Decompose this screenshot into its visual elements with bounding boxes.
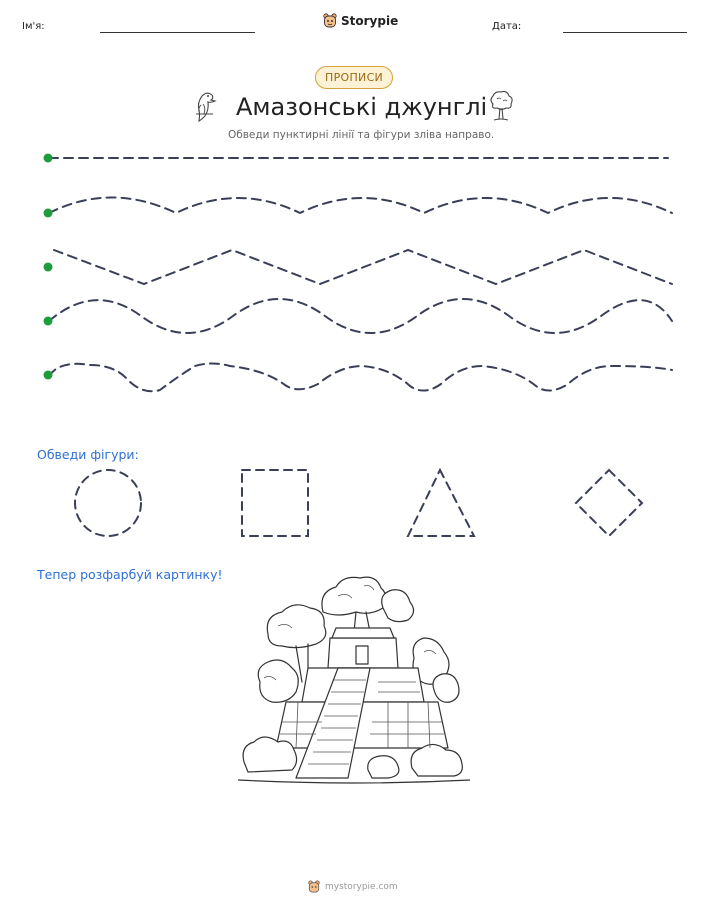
shape-square — [242, 470, 308, 536]
name-field[interactable] — [100, 32, 255, 33]
page-title: Амазонські джунглі — [236, 93, 488, 121]
page-subtitle: Обведи пунктирні лінії та фігури зліва направо. — [228, 129, 495, 141]
brand-name: Storypie — [341, 14, 399, 28]
tracing-line-loopy-wave — [49, 364, 672, 392]
parrot-icon — [193, 90, 219, 126]
shapes-heading: Обведи фігури: — [37, 447, 139, 462]
start-dot-4 — [44, 317, 53, 326]
tracing-lines[interactable] — [0, 140, 709, 400]
tracing-line-wave — [49, 299, 672, 333]
tracing-shapes[interactable] — [0, 460, 709, 550]
start-dot-3 — [44, 263, 53, 272]
date-field[interactable] — [563, 32, 687, 33]
start-dot-1 — [44, 154, 53, 163]
name-label: Ім'я: — [22, 21, 45, 32]
footer-site[interactable]: mystorypie.com — [325, 882, 398, 892]
worksheet-type-badge: ПРОПИСИ — [315, 66, 393, 89]
start-dot-5 — [44, 371, 53, 380]
shape-diamond — [576, 470, 642, 536]
footer — [308, 880, 398, 894]
tree-icon — [487, 90, 515, 126]
date-label: Дата: — [492, 21, 522, 32]
tracing-line-gentle-wave — [49, 198, 672, 214]
jungle-temple-illustration — [238, 572, 470, 790]
storypie-logo-icon — [323, 13, 337, 29]
storypie-logo-icon — [308, 880, 320, 894]
brand-logo — [323, 13, 398, 29]
tracing-line-zigzag — [54, 250, 672, 284]
start-dot-2 — [44, 209, 53, 218]
coloring-heading: Тепер розфарбуй картинку! — [37, 567, 223, 582]
shape-circle — [75, 470, 141, 536]
shape-triangle — [408, 470, 474, 536]
